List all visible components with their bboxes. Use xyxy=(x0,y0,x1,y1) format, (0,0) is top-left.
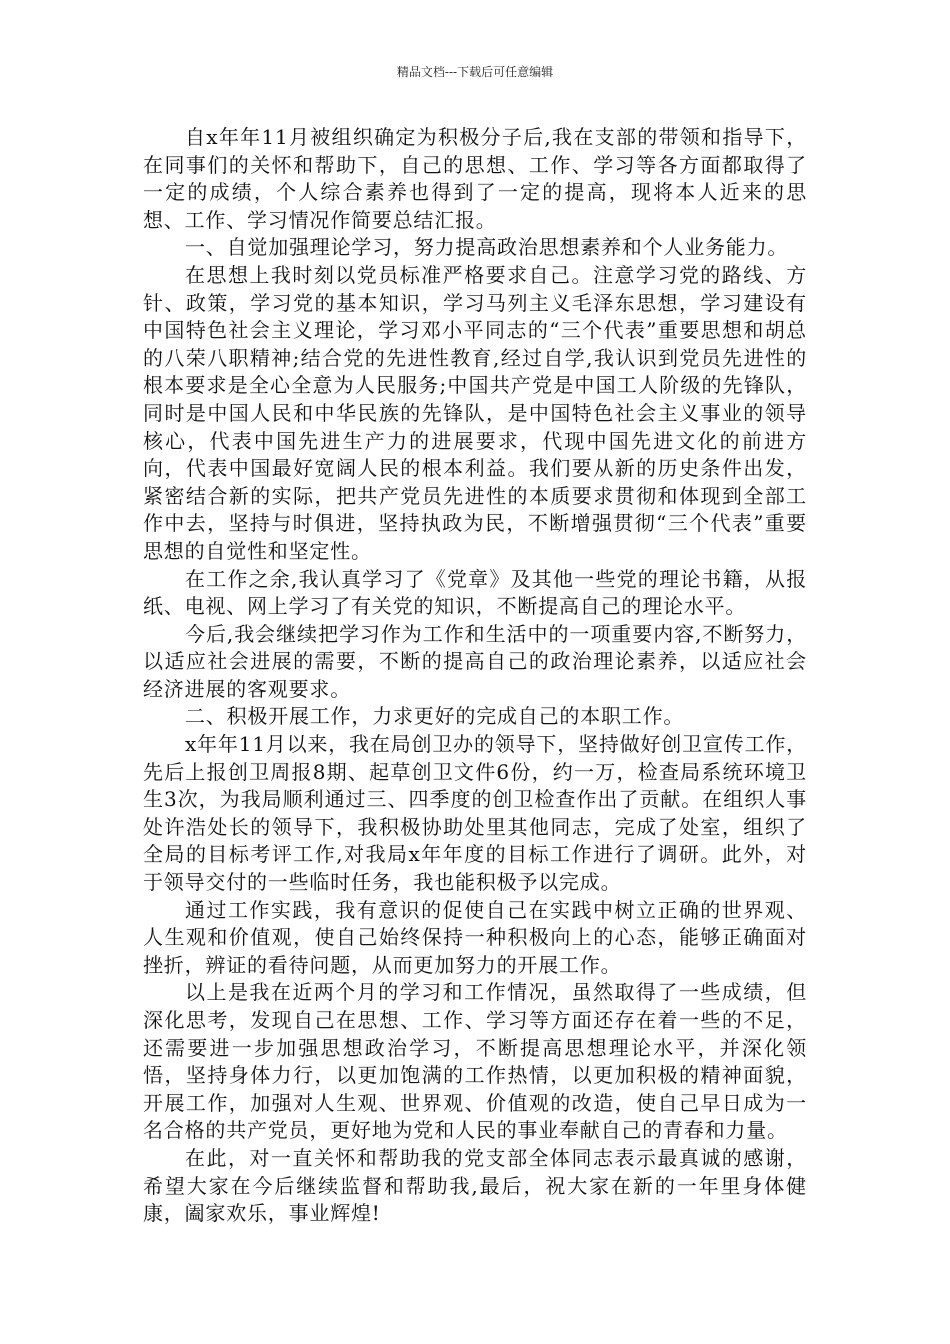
section-heading-work: 二、积极开展工作，力求更好的完成自己的本职工作。 xyxy=(185,704,685,729)
section-heading-theory-study: 一、自觉加强理论学习，努力提高政治思想素养和个人业务能力。 xyxy=(185,235,789,260)
paragraph-summary: 以上是我在近两个月的学习和工作情况，虽然取得了一些成绩，但深化思考，发现自己在思想、工作、学习等方面还存在着一些的不足，还需要进一步加强思想政治学习，不断提高思想理论水平，并深化领悟，坚持身体力行，以更加饱满的工作热情，以更加积极的精神面貌，开展工作，加强对人生观、世界观、价值观的改造，使自己早日成为一名合格的共产党员，更好地为党和人民的事业奉献自己的青春和力量。 xyxy=(143,980,807,1143)
paragraph-work-practice: 通过工作实践，我有意识的促使自己在实践中树立正确的世界观、人生观和价值观，使自己始终保持一种积极向上的心态，能够正确面对挫折，辨证的看待问题，从而更加努力的开展工作。 xyxy=(143,897,807,977)
paragraph-intro: 自x年年11月被组织确定为积极分子后,我在支部的带领和指导下，在同事们的关怀和帮助下，自己的思想、工作、学习等各方面都取得了一定的成绩，个人综合素养也得到了一定的提高，现将本人近来的思想、工作、学习情况作简要总结汇报。 xyxy=(143,125,807,232)
page-header: 精品文档---下载后可任意编辑 xyxy=(396,65,554,79)
paragraph-study-party-constitution: 在工作之余,我认真学习了《党章》及其他一些党的理论书籍，从报纸、电视、网上学习了有关党的知识，不断提高自己的理论水平。 xyxy=(143,566,807,619)
document-body xyxy=(143,124,807,1228)
paragraph-future-study: 今后,我会继续把学习作为工作和生活中的一项重要内容,不断努力，以适应社会进展的需要，不断的提高自己的政治理论素养，以适应社会经济进展的客观要求。 xyxy=(143,621,807,701)
paragraph-thanks: 在此，对一直关怀和帮助我的党支部全体同志表示最真诚的感谢，希望大家在今后继续监督和帮助我,最后，祝大家在新的一年里身体健康，阖家欢乐，事业辉煌! xyxy=(143,1145,807,1226)
paragraph-work-achievements: x年年11月以来，我在局创卫办的领导下，坚持做好创卫宣传工作，先后上报创卫周报8期、起草创卫文件6份，约一万，检查局系统环境卫生3次，为我局顺利通过三、四季度的创卫检查作出了贡献。在组织人事处许浩处长的领导下，我积极协助处里其他同志，完成了处室，组织了全局的目标考评工作,对我局x年年度的目标工作进行了调研。此外，对于领导交付的一些临时任务，我也能积极予以完成。 xyxy=(143,732,807,895)
paragraph-ideology: 在思想上我时刻以党员标准严格要求自己。注意学习党的路线、方针、政策，学习党的基本知识，学习马列主义毛泽东思想，学习建设有中国特色社会主义理论，学习邓小平同志的“三个代表”重要思想和胡总的八荣八职精神;结合党的先进性教育,经过自学,我认识到党员先进性的根本要求是全心全意为人民服务;中国共产党是中国工人阶级的先锋队，同时是中国人民和中华民族的先锋队，是中国特色社会主义事业的领导核心，代表中国先进生产力的进展要求，代现中国先进文化的前进方向，代表中国最好宽阔人民的根本利益。我们要从新的历史条件出发，紧密结合新的实际，把共产党员先进性的本质要求贯彻和体现到全部工作中去，坚持与时俱进，坚持执政为民，不断增强贯彻“三个代表”重要思想的自觉性和坚定性。 xyxy=(143,262,807,563)
